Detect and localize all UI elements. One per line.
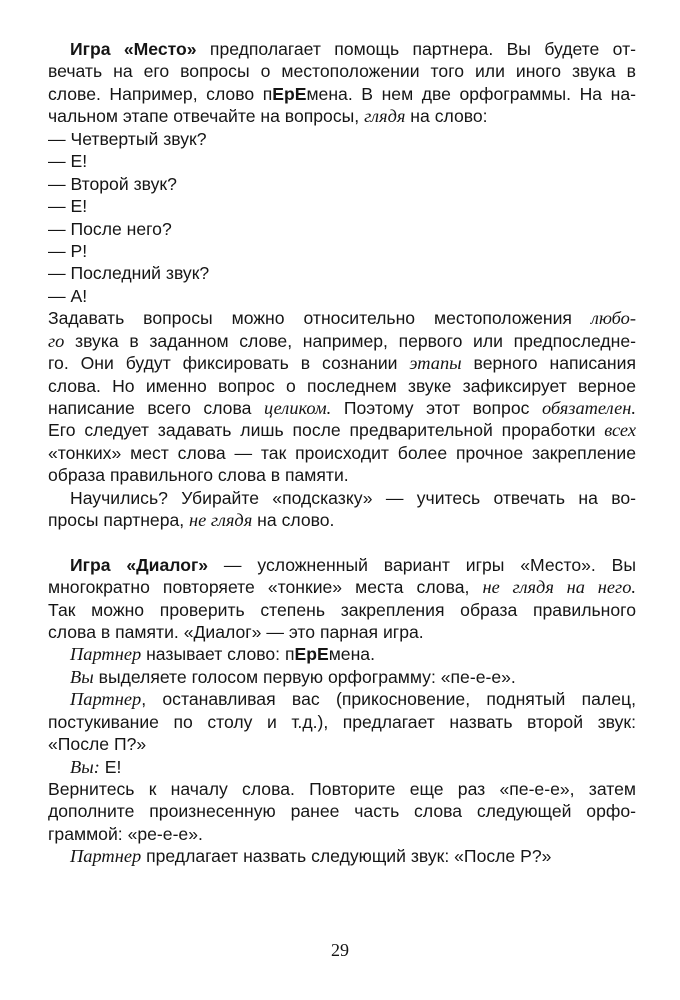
game1-line-2: вечать на его вопросы о местоположении того или иного звука в [48, 61, 636, 82]
game2-line-8: постукивание по столу и т.д.), предлагает назвать второй звук: [48, 711, 636, 732]
para2-line-1: Задавать вопросы можно относительно местоположения любо- [48, 308, 636, 329]
para2-line-7: «тонких» мест слова — так происходит более прочное закрепление [48, 442, 636, 463]
game2-line-10: Вы: Е! [70, 756, 122, 777]
game2-line-1: Игра «Диалог» — усложненный вариант игры «Место». Вы [70, 554, 637, 575]
game1-line-1: Игра «Место» предполагает помощь партнера. Вы будете от- [70, 39, 636, 59]
para2-line-5: написание всего слова целиком. Поэтому этот вопрос обязателен. [48, 398, 636, 418]
dialog-line: — После него? [48, 218, 172, 239]
para3-line-2: просы партнера, не глядя на слово. [48, 510, 335, 531]
game2-line-2: многократно повторяете «тонкие» места слова, не глядя на него. [48, 577, 636, 598]
game2-line-7: Партнер, останавливая вас (прикосновение, поднятый палец, [70, 689, 636, 710]
game1-line-4: чальном этапе отвечайте на вопросы, глядя на слово: [48, 106, 488, 127]
para2-line-2: го звука в заданном слове, например, первого или предпоследне- [48, 330, 636, 351]
game1-line-3: слове. Например, слово пЕрЕмена. В нем две орфограммы. На на- [48, 83, 636, 104]
game2-line-11: Вернитесь к началу слова. Повторите еще раз «пе-е-е», затем [48, 779, 636, 799]
dialog-line: — Последний звук? [48, 263, 210, 284]
game2-line-12: дополните произнесенную ранее часть слова следующей орфо- [48, 801, 636, 822]
page-text [48, 38, 636, 868]
game2-line-3: Так можно проверить степень закрепления образа правильного [48, 599, 636, 620]
dialog-line: — Е! [48, 151, 88, 172]
para2-line-8: образа правильного слова в памяти. [48, 465, 349, 486]
dialog-line: — Р! [48, 240, 88, 261]
game2-line-6: Вы выделяете голосом первую орфограмму: «пе-е-е». [70, 666, 516, 687]
dialog-line: — Второй звук? [48, 173, 177, 194]
game2-line-13: граммой: «ре-е-е». [48, 823, 203, 844]
game1-title: Игра «Место» [70, 39, 197, 59]
para2-line-3: го. Они будут фиксировать в сознании этапы верного написания [48, 353, 636, 374]
para2-line-4: слова. Но именно вопрос о последнем звуке зафиксирует верное [48, 375, 636, 396]
page-number: 29 [331, 940, 349, 960]
section-gap [48, 532, 636, 554]
para3-line-1: Научились? Убирайте «подсказку» — учитесь отвечать на во- [70, 487, 636, 508]
game2-line-4: слова в памяти. «Диалог» — это парная игра. [48, 621, 424, 642]
game2-line-9: «После П?» [48, 734, 147, 755]
dialog-line: — А! [48, 285, 88, 306]
dialog-line: — Е! [48, 196, 88, 217]
game2-line-14: Партнер предлагает назвать следующий звук: «После Р?» [70, 846, 552, 867]
game2-title: Игра «Диалог» [70, 554, 209, 575]
game2-line-5: Партнер называет слово: пЕрЕмена. [70, 644, 375, 665]
para2-line-6: Его следует задавать лишь после предварительной проработки всех [48, 420, 636, 441]
dialog-line: — Четвертый звук? [48, 128, 207, 149]
